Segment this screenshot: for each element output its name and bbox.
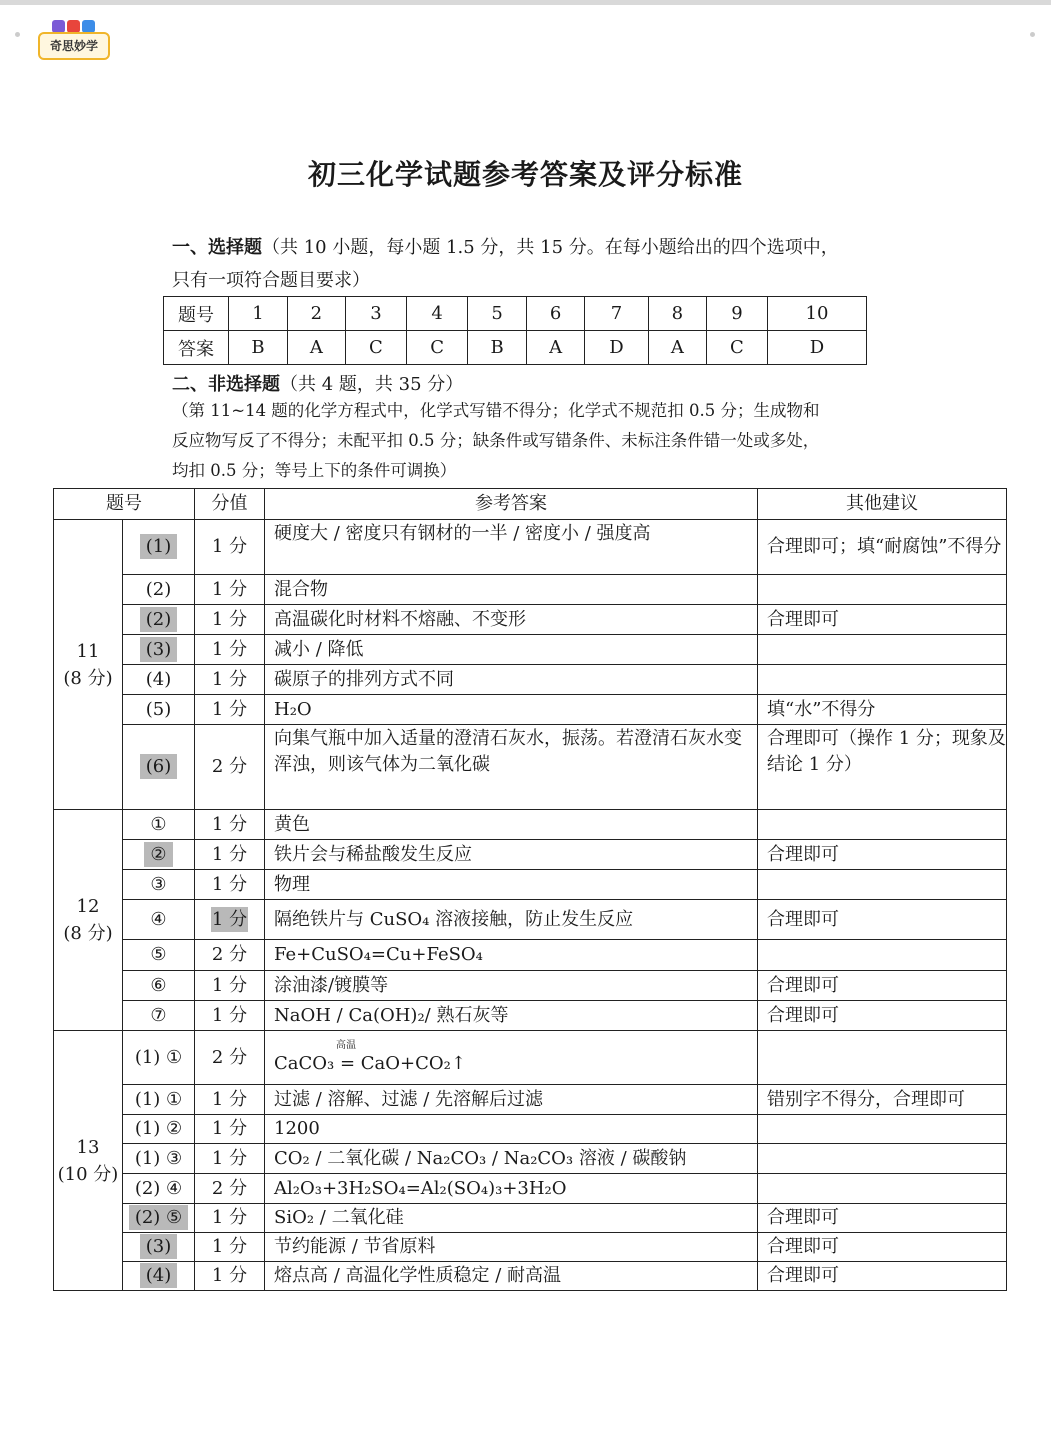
score-cell: 1 分 — [195, 635, 265, 665]
table-row — [54, 840, 1007, 870]
sub-label: (3) — [140, 1234, 178, 1259]
score-cell: 1 分 — [195, 1085, 265, 1115]
logo-text: 奇思妙学 — [38, 32, 110, 60]
answer-cell: 黄色 — [265, 810, 758, 840]
header-note: 其他建议 — [758, 489, 1007, 520]
choice-answer-table — [163, 296, 867, 365]
note-cell — [758, 1031, 1007, 1085]
table-row — [54, 605, 1007, 635]
table-header-row — [54, 489, 1007, 520]
score-cell: 1 分 — [195, 605, 265, 635]
sub-question: (4) — [123, 665, 195, 695]
note-cell: 合理即可（操作 1 分；现象及结论 1 分） — [758, 725, 1007, 810]
choice-number: 6 — [527, 297, 585, 331]
score-cell: 2 分 — [195, 1174, 265, 1204]
note-cell — [758, 635, 1007, 665]
choice-answer: A — [648, 331, 706, 365]
answer-cell: 向集气瓶中加入适量的澄清石灰水，振荡。若澄清石灰水变浑浊，则该气体为二氧化碳 — [265, 725, 758, 810]
note-cell: 合理即可 — [758, 1001, 1007, 1031]
table-row — [54, 971, 1007, 1001]
sub-question — [123, 1204, 195, 1233]
logo — [38, 18, 112, 62]
answer-cell: SiO₂ / 二氧化硅 — [265, 1204, 758, 1233]
score-cell — [195, 900, 265, 940]
answer-cell: 节约能源 / 节省原料 — [265, 1233, 758, 1262]
sub-label: (2) — [140, 607, 178, 632]
sub-question: (1) ① — [123, 1085, 195, 1115]
answer-cell: CO₂ / 二氧化碳 / Na₂CO₃ / Na₂CO₃ 溶液 / 碳酸钠 — [265, 1144, 758, 1174]
note-cell: 合理即可 — [758, 971, 1007, 1001]
choice-number: 10 — [768, 297, 867, 331]
question-11-cell — [54, 520, 123, 810]
score-cell: 1 分 — [195, 971, 265, 1001]
sub-question — [123, 635, 195, 665]
table-row — [54, 1085, 1007, 1115]
answer-cell: 碳原子的排列方式不同 — [265, 665, 758, 695]
sub-question — [123, 1262, 195, 1291]
question-13-cell — [54, 1031, 123, 1291]
choice-answer: B — [229, 331, 288, 365]
table-row — [54, 940, 1007, 971]
sub-question: ⑥ — [123, 971, 195, 1001]
sub-question: (2) — [123, 575, 195, 605]
section2-heading-note: （共 4 题，共 35 分） — [280, 374, 464, 395]
sub-question — [123, 725, 195, 810]
choice-answer: D — [768, 331, 867, 365]
corner-dot — [15, 32, 20, 37]
question-number: 13 — [76, 1136, 100, 1158]
score-cell: 1 分 — [195, 1262, 265, 1291]
section1-desc1: （共 10 小题，每小题 1.5 分，共 15 分。在每小题给出的四个选项中， — [262, 237, 839, 258]
header-score: 分值 — [195, 489, 265, 520]
answer-cell: 过滤 / 溶解、过滤 / 先溶解后过滤 — [265, 1085, 758, 1115]
question-total: (8 分) — [63, 923, 113, 944]
table-row — [54, 665, 1007, 695]
section1-heading: 一、选择题 — [172, 237, 262, 258]
note-cell — [758, 1115, 1007, 1144]
note-cell: 合理即可 — [758, 1262, 1007, 1291]
sub-question: ⑦ — [123, 1001, 195, 1031]
score-cell: 2 分 — [195, 1031, 265, 1085]
table-row — [54, 1001, 1007, 1031]
choice-answer: A — [527, 331, 585, 365]
section2-note2: 反应物写反了不得分；未配平扣 0.5 分；缺条件或写错条件、未标注条件错一处或多处， — [172, 431, 820, 450]
score-cell: 2 分 — [195, 725, 265, 810]
choice-number-row — [164, 297, 867, 331]
sub-label: (2) ⑤ — [129, 1205, 188, 1230]
sub-question: (1) ① — [123, 1031, 195, 1085]
choice-answer: C — [407, 331, 468, 365]
score-cell: 1 分 — [195, 1001, 265, 1031]
equation-text: CaCO₃ = CaO+CO₂↑ — [274, 1052, 466, 1074]
score-cell: 1 分 — [195, 520, 265, 575]
answer-cell: Al₂O₃+3H₂SO₄=Al₂(SO₄)₃+3H₂O — [265, 1174, 758, 1204]
choice-answer: C — [345, 331, 406, 365]
answer-cell: Fe+CuSO₄=Cu+FeSO₄ — [265, 940, 758, 971]
choice-number: 2 — [287, 297, 345, 331]
header-answer: 参考答案 — [265, 489, 758, 520]
choice-number: 8 — [648, 297, 706, 331]
score-cell: 1 分 — [195, 1115, 265, 1144]
answer-cell: 高温碳化时材料不熔融、不变形 — [265, 605, 758, 635]
section1-line1 — [172, 232, 839, 264]
choice-number: 9 — [706, 297, 767, 331]
question-total: (8 分) — [63, 667, 113, 689]
score-cell: 1 分 — [195, 1233, 265, 1262]
choice-answer: A — [287, 331, 345, 365]
scoring-table — [53, 488, 1007, 1291]
sub-question: ① — [123, 810, 195, 840]
question-number: 11 — [76, 640, 100, 662]
table-row — [54, 1262, 1007, 1291]
sub-question: ③ — [123, 870, 195, 900]
table-row — [54, 575, 1007, 605]
sub-label: (4) — [140, 1263, 178, 1288]
score-cell: 1 分 — [195, 575, 265, 605]
choice-answer: C — [706, 331, 767, 365]
score-cell: 1 分 — [195, 1144, 265, 1174]
answer-cell: 减小 / 降低 — [265, 635, 758, 665]
note-cell — [758, 870, 1007, 900]
note-cell: 合理即可 — [758, 840, 1007, 870]
sub-question: ④ — [123, 900, 195, 940]
score-cell: 1 分 — [195, 695, 265, 725]
table-row — [54, 810, 1007, 840]
score-cell: 1 分 — [195, 870, 265, 900]
table-row — [54, 1174, 1007, 1204]
table-row — [54, 695, 1007, 725]
choice-number: 5 — [468, 297, 527, 331]
note-cell: 错别字不得分，合理即可 — [758, 1085, 1007, 1115]
sub-question — [123, 840, 195, 870]
answer-cell: 铁片会与稀盐酸发生反应 — [265, 840, 758, 870]
score-cell: 1 分 — [195, 1204, 265, 1233]
question-number: 12 — [76, 896, 100, 917]
page-title: 初三化学试题参考答案及评分标准 — [307, 158, 743, 191]
note-cell — [758, 575, 1007, 605]
choice-number: 3 — [345, 297, 406, 331]
note-cell: 合理即可 — [758, 605, 1007, 635]
note-cell: 合理即可；填“耐腐蚀”不得分 — [758, 520, 1007, 575]
answer-cell: 涂油漆/镀膜等 — [265, 971, 758, 1001]
sub-question: ⑤ — [123, 940, 195, 971]
choice-number: 7 — [585, 297, 649, 331]
sub-question: (2) ④ — [123, 1174, 195, 1204]
table-row — [54, 725, 1007, 810]
table-row — [54, 1233, 1007, 1262]
top-border — [0, 0, 1051, 5]
row-label-answer: 答案 — [164, 331, 229, 365]
note-cell — [758, 665, 1007, 695]
answer-cell: H₂O — [265, 695, 758, 725]
score-cell: 1 分 — [195, 840, 265, 870]
reaction-condition: 高温 — [336, 1039, 356, 1051]
note-cell — [758, 1174, 1007, 1204]
choice-answer: D — [585, 331, 649, 365]
note-cell: 填“水”不得分 — [758, 695, 1007, 725]
question-total: (10 分) — [57, 1163, 119, 1185]
table-row — [54, 1115, 1007, 1144]
answer-cell: 硬度大 / 密度只有钢材的一半 / 密度小 / 强度高 — [265, 520, 758, 575]
score-cell: 1 分 — [195, 810, 265, 840]
score-cell: 1 分 — [195, 665, 265, 695]
answer-cell: 混合物 — [265, 575, 758, 605]
answer-cell: 熔点高 / 高温化学性质稳定 / 耐高温 — [265, 1262, 758, 1291]
answer-cell — [265, 1031, 758, 1085]
table-row — [54, 520, 1007, 575]
sub-label: (1) — [140, 534, 178, 559]
note-cell: 合理即可 — [758, 1233, 1007, 1262]
note-cell — [758, 810, 1007, 840]
answer-cell: 物理 — [265, 870, 758, 900]
table-row — [54, 1204, 1007, 1233]
note-cell: 合理即可 — [758, 900, 1007, 940]
sub-label: (3) — [140, 637, 178, 662]
sub-question: (1) ② — [123, 1115, 195, 1144]
header-number: 题号 — [54, 489, 195, 520]
table-row — [54, 900, 1007, 940]
score-cell: 2 分 — [195, 940, 265, 971]
corner-dot — [1030, 32, 1035, 37]
choice-number: 4 — [407, 297, 468, 331]
section2-note1: （第 11~14 题的化学方程式中，化学式写错不得分；化学式不规范扣 0.5 分；生成物和 — [172, 401, 820, 420]
sub-question — [123, 520, 195, 575]
question-12-cell — [54, 810, 123, 1031]
section1-desc2: 只有一项符合题目要求） — [172, 270, 370, 291]
choice-answer: B — [468, 331, 527, 365]
answer-cell: NaOH / Ca(OH)₂/ 熟石灰等 — [265, 1001, 758, 1031]
choice-answer-row — [164, 331, 867, 365]
sub-question — [123, 1233, 195, 1262]
table-row — [54, 635, 1007, 665]
note-cell — [758, 940, 1007, 971]
section2-heading: 二、非选择题 — [172, 374, 280, 395]
table-row — [54, 1031, 1007, 1085]
note-cell — [758, 1144, 1007, 1174]
sub-question: (5) — [123, 695, 195, 725]
table-row — [54, 1144, 1007, 1174]
answer-cell: 隔绝铁片与 CuSO₄ 溶液接触，防止发生反应 — [265, 900, 758, 940]
table-row — [54, 870, 1007, 900]
section2-note3: 均扣 0.5 分；等号上下的条件可调换） — [172, 461, 457, 480]
answer-cell: 1200 — [265, 1115, 758, 1144]
row-label-number: 题号 — [164, 297, 229, 331]
score-label: 1 分 — [211, 908, 248, 930]
sub-label: ② — [144, 842, 172, 867]
sub-question: (1) ③ — [123, 1144, 195, 1174]
sub-label: (6) — [140, 754, 178, 779]
choice-number: 1 — [229, 297, 288, 331]
sub-question — [123, 605, 195, 635]
note-cell: 合理即可 — [758, 1204, 1007, 1233]
